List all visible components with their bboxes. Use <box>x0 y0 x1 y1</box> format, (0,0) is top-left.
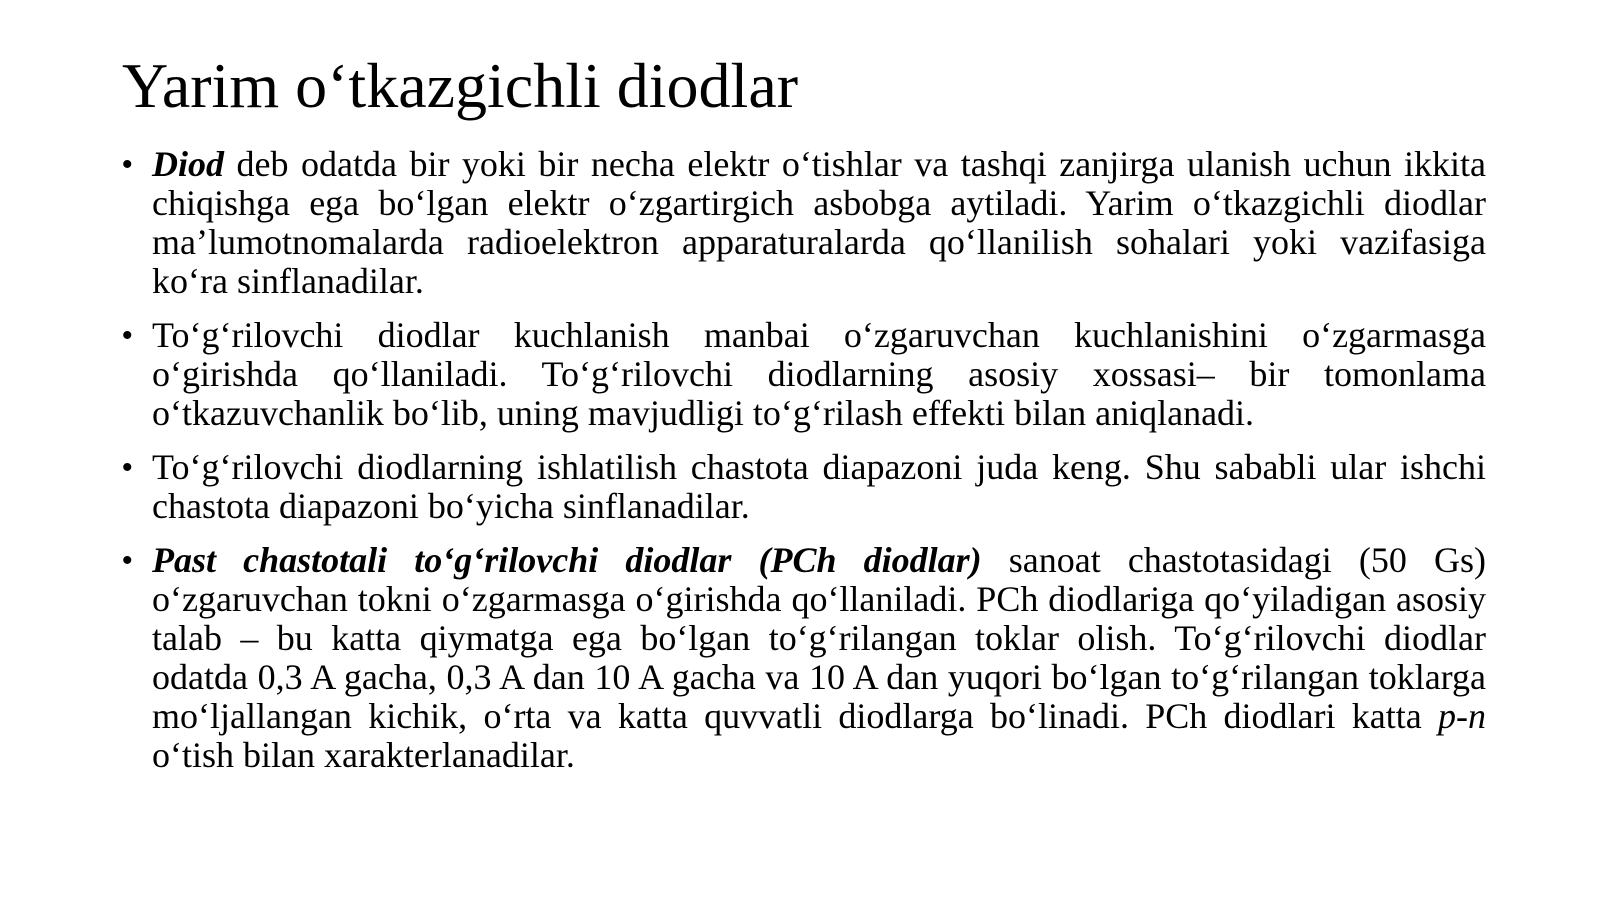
bullet-text: To‘g‘rilovchi diodlarning ishlatilish chastota diapazoni juda keng. Shu sababli ular ishchi chastota diapazoni bo‘yicha sinflanadilar. <box>152 447 1486 526</box>
bullet-item-frequency-range <box>122 447 1486 526</box>
slide-title: Yarim o‘tkazgichli diodlar <box>122 50 799 121</box>
bullet-item-low-frequency-diodes <box>122 540 1486 775</box>
bullet-marker: • <box>122 148 133 181</box>
bullet-marker: • <box>122 319 133 352</box>
bullet-text: To‘g‘rilovchi diodlar kuchlanish manbai o‘zgaruvchan kuchlanishini o‘zgarmasga o‘girishda qo‘llaniladi. To‘g‘rilovchi diodlarning asosiy xossasi– bir tomonlama o‘tkazuvchanlik bo‘lib, uning mavjudligi to‘g‘rilash effekti bilan aniqlanadi. <box>152 315 1486 433</box>
bullet-list <box>122 144 1486 775</box>
bullet-marker: • <box>122 451 133 484</box>
term-pch-diodes: Past chastotali to‘g‘rilovchi diodlar (PCh diodlar) <box>152 540 982 580</box>
bullet-marker: • <box>122 544 133 577</box>
bullet-item-rectifier-diodes <box>122 315 1486 433</box>
bullet-text-tail: o‘tish bilan xarakterlanadilar. <box>152 735 575 775</box>
term-diod: Diod <box>152 144 224 184</box>
bullet-item-diod-definition <box>122 144 1486 301</box>
bullet-text: sanoat chastotasidagi (50 Gs) o‘zgaruvchan tokni o‘zgarmasga o‘girishda qo‘llaniladi. PCh diodlariga qo‘yiladigan asosiy talab – bu katta qiymatga ega bo‘lgan to‘g‘rilangan toklar olish. To‘g‘rilovchi diodlar odatda 0,3 A gacha, 0,3 A dan 10 A gacha va 10 A dan yuqori bo‘lgan to‘g‘rilangan toklarga mo‘ljallangan kichik, o‘rta va katta quvvatli diodlarga bo‘linadi. PCh diodlari katta <box>152 540 1486 736</box>
bullet-text: deb odatda bir yoki bir necha elektr o‘tishlar va tashqi zanjirga ulanish uchun ikkita chiqishga ega bo‘lgan elektr o‘zgartirgich asbobga aytiladi. Yarim o‘tkazgichli diodlar ma’lumotnomalarda radioelektron apparaturalarda qo‘llanilish sohalari yoki vazifasiga ko‘ra sinflanadilar. <box>152 144 1486 301</box>
pn-junction-term: p-n <box>1438 696 1486 736</box>
